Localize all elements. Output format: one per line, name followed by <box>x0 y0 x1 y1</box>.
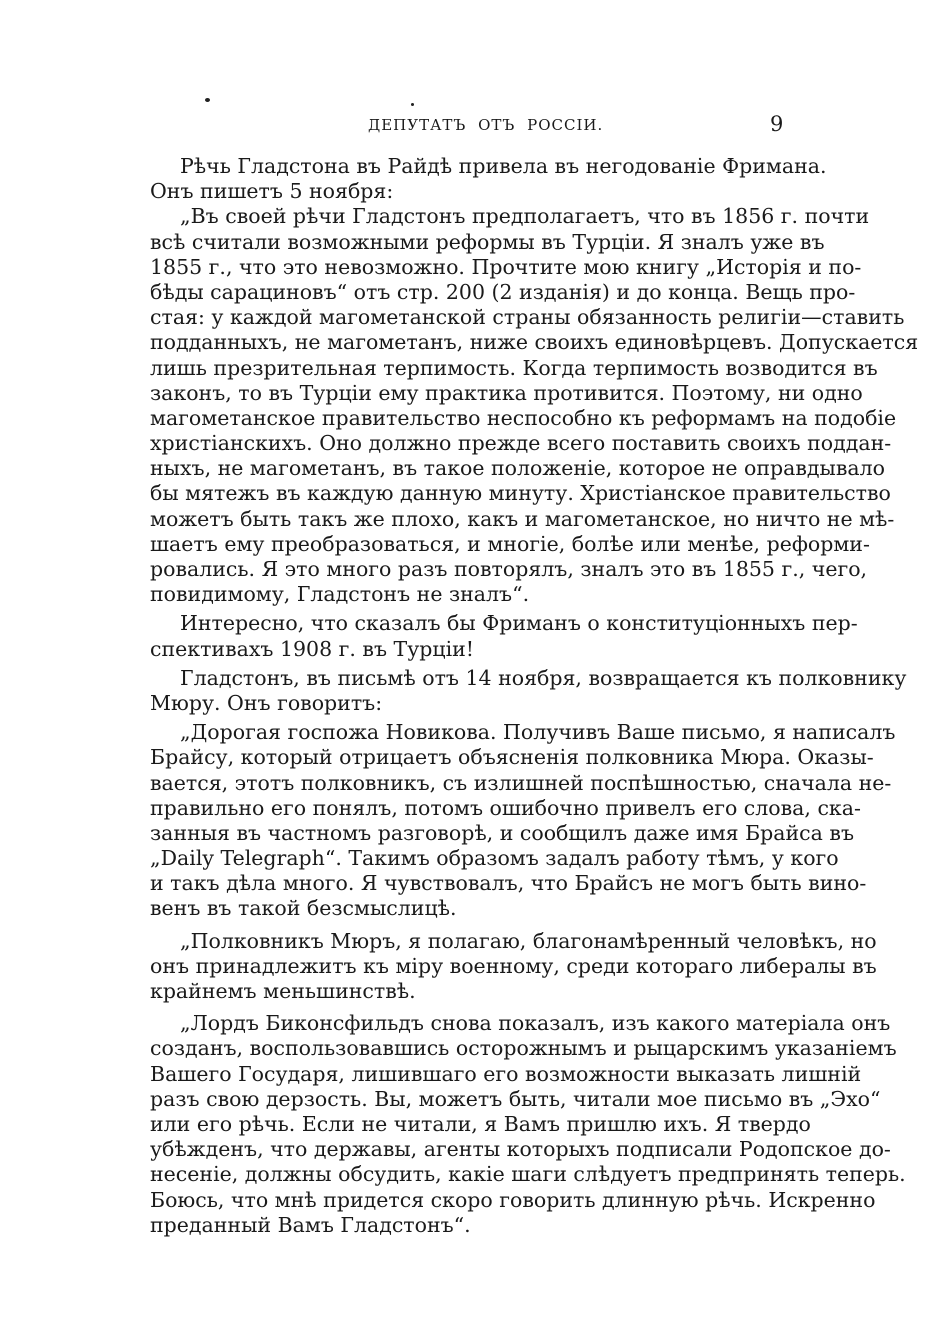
text-line: онъ принадлежитъ къ міру военному, среди котораго либералы въ <box>150 953 877 978</box>
text-line: христіанскихъ. Оно должно прежде всего поставить своихъ поддан- <box>150 431 892 456</box>
paragraph <box>150 611 858 661</box>
paragraph <box>150 665 907 716</box>
text-line: Рѣчь Гладстона въ Райдѣ привела въ негодованіе Фримана. <box>180 154 827 178</box>
paragraph <box>150 928 877 1005</box>
text-line: спективахъ 1908 г. въ Турціи! <box>150 636 475 661</box>
text-line: ровались. Я это много разъ повторялъ, зналъ это въ 1855 г., чего, <box>150 557 868 581</box>
text-line: Интересно, что сказалъ бы Фриманъ о конституціонныхъ пер- <box>180 611 858 636</box>
paragraph <box>150 1011 906 1238</box>
text-line: занныя въ частномъ разговорѣ, и сообщилъ даже имя Брайса въ <box>150 820 854 845</box>
paragraph <box>150 720 896 922</box>
text-line: Боюсь, что мнѣ придется скоро говорить длинную рѣчь. Искренно <box>150 1187 876 1212</box>
text-line: или его рѣчь. Если не читали, я Вамъ пришлю ихъ. Я твердо <box>150 1111 811 1136</box>
text-line: бѣды сарациновъ“ отъ стр. 200 (2 изданія) и до конца. Вещь про- <box>150 279 856 304</box>
text-line: разъ свою дерзость. Вы, можетъ быть, читали мое письмо въ „Эхо“ <box>150 1086 881 1111</box>
text-line: бы мятежъ въ каждую данную минуту. Христіанское правительство <box>150 481 891 506</box>
text-line: повидимому, Гладстонъ не зналъ“. <box>150 582 530 607</box>
text-line: убѣжденъ, что державы, агенты которыхъ подписали Родопское до- <box>150 1137 891 1162</box>
paragraph <box>150 154 827 204</box>
ink-speck <box>205 98 210 102</box>
text-line: „Лордъ Биконсфильдъ снова показалъ, изъ какого матеріала онъ <box>180 1011 891 1036</box>
text-line: стая: у каждой магометанской страны обязанность религіи—ставить <box>150 305 905 330</box>
running-head <box>0 112 936 138</box>
text-line: шаетъ ему преобразоваться, и многіе, болѣе или менѣе, реформи- <box>150 531 870 556</box>
text-line: Брайсу, который отрицаетъ объясненія полковника Мюра. Оказы- <box>150 745 874 770</box>
text-line: правильно его понялъ, потомъ ошибочно привелъ его слова, ска- <box>150 795 861 820</box>
paragraph <box>150 204 919 607</box>
text-line: вается, этотъ полковникъ, съ излишней поспѣшностью, сначала не- <box>150 770 892 795</box>
text-line: Вашего Государя, лишившаго его возможности выказать лишній <box>150 1061 862 1086</box>
text-line: 1855 г., что это невозможно. Прочтите мою книгу „Исторія и по- <box>150 254 862 279</box>
ink-speck <box>411 103 414 106</box>
text-line: несеніе, должны обсудить, какіе шаги слѣдуетъ предпринять теперь. <box>150 1162 906 1187</box>
text-line: ныхъ, не магометанъ, въ такое положеніе, которое не оправдывало <box>150 456 885 481</box>
text-line: „Полковникъ Мюръ, я полагаю, благонамѣренный человѣкъ, но <box>180 928 877 953</box>
text-line: „Daily Telegraph“. Такимъ образомъ задалъ работу тѣмъ, у кого <box>150 846 839 871</box>
page-number: 9 <box>770 112 784 136</box>
text-line: венъ въ такой безсмыслицѣ. <box>150 896 457 921</box>
body-text <box>150 154 919 1238</box>
text-line: подданныхъ, не магометанъ, ниже своихъ единовѣрцевъ. Допускается <box>150 330 919 355</box>
text-line: „Въ своей рѣчи Гладстонъ предполагаетъ, что въ 1856 г. почти <box>180 204 870 229</box>
text-line: Мюру. Онъ говоритъ: <box>150 690 383 715</box>
text-line: всѣ считали возможными реформы въ Турціи. Я зналъ уже въ <box>150 229 825 254</box>
text-line: лишь презрительная терпимость. Когда терпимость возводится въ <box>150 355 878 380</box>
text-line: и такъ дѣла много. Я чувствовалъ, что Брайсъ не могъ быть вино- <box>150 871 867 896</box>
text-line: преданный Вамъ Гладстонъ“. <box>150 1212 471 1237</box>
text-line: можетъ быть такъ же плохо, какъ и магометанское, но ничто не мѣ- <box>150 506 895 531</box>
text-line: крайнемъ меньшинствѣ. <box>150 979 416 1003</box>
text-line: созданъ, воспользовавшись осторожнымъ и рыцарскимъ указаніемъ <box>150 1036 897 1061</box>
text-line: „Дорогая госпожа Новикова. Получивъ Ваше письмо, я написалъ <box>180 720 896 745</box>
running-title: ДЕПУТАТЪ ОТЪ РОССІИ. <box>368 116 604 134</box>
text-line: Онъ пишетъ 5 ноября: <box>150 179 394 204</box>
text-line: магометанское правительство неспособно къ реформамъ на подобіе <box>150 405 897 430</box>
text-line: законъ, то въ Турціи ему практика противится. Поэтому, ни одно <box>150 380 863 405</box>
text-line: Гладстонъ, въ письмѣ отъ 14 ноября, возвращается къ полковнику <box>180 665 907 690</box>
